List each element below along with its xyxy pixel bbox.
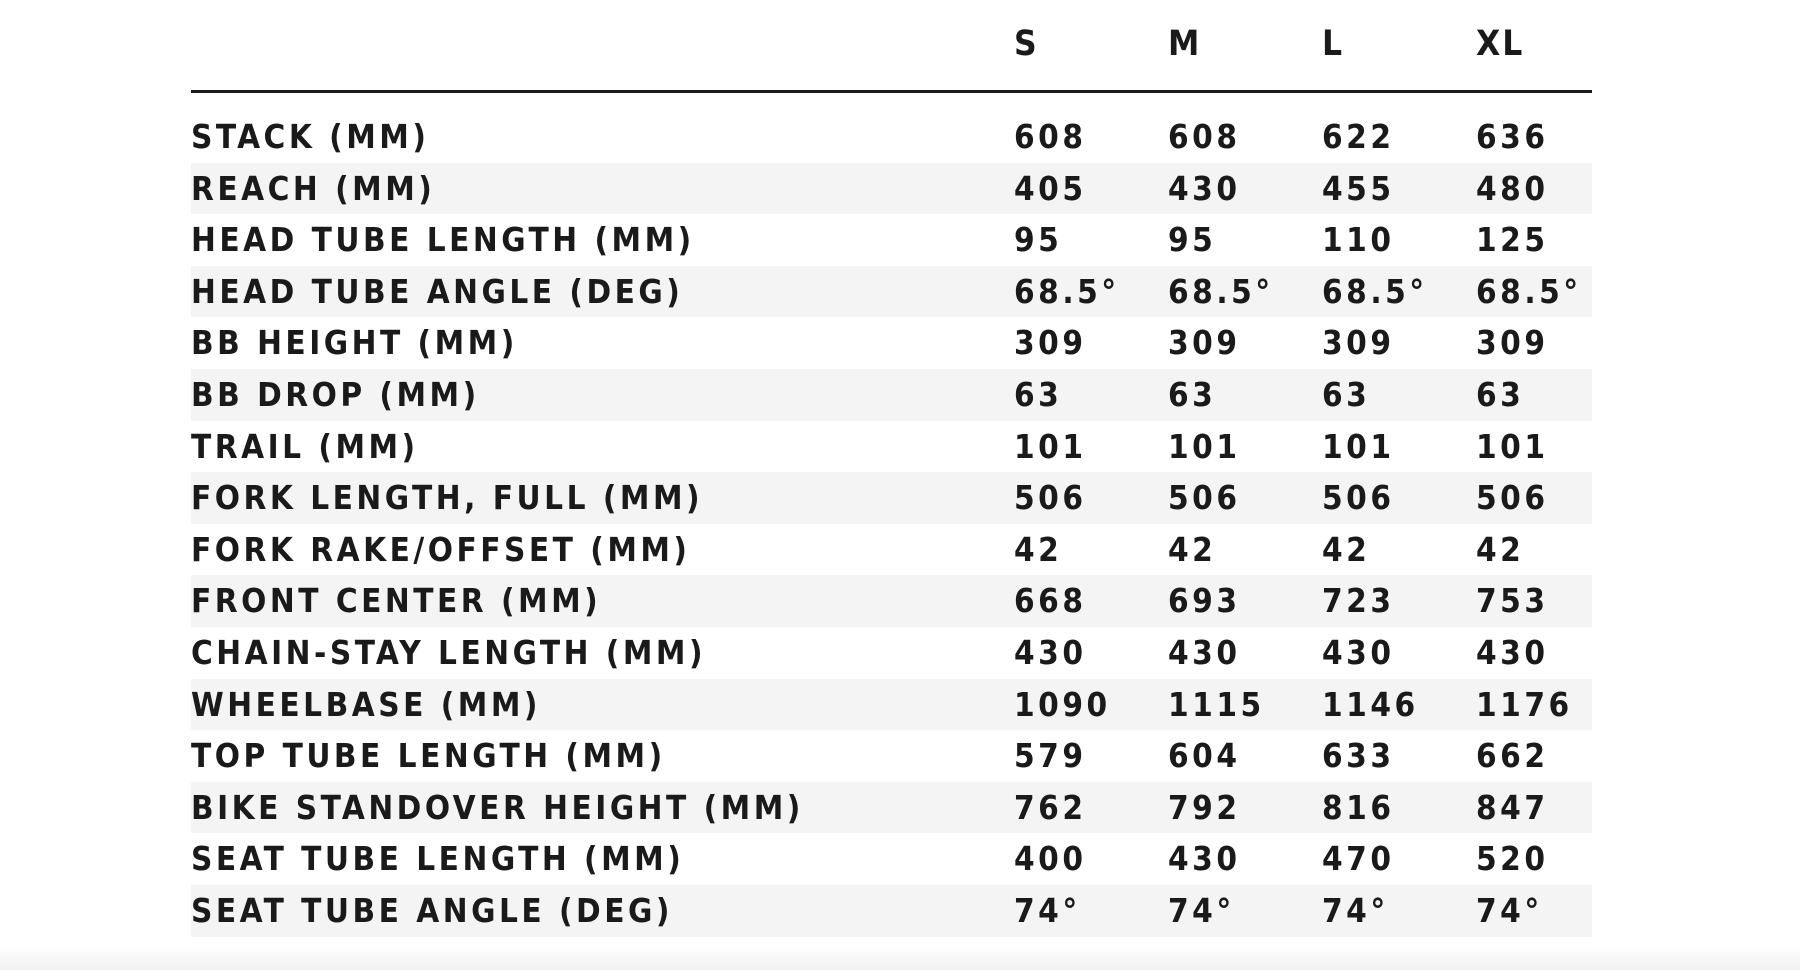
cell-s: 74° <box>1014 890 1081 930</box>
cell-l: 110 <box>1322 220 1395 260</box>
row-label: FORK LENGTH, FULL (MM) <box>191 478 704 518</box>
cell-m: 95 <box>1168 220 1217 260</box>
cell-m: 42 <box>1168 529 1217 569</box>
row-label: HEAD TUBE ANGLE (DEG) <box>191 271 684 311</box>
cell-s: 668 <box>1014 581 1087 621</box>
cell-s: 405 <box>1014 168 1087 208</box>
cell-xl: 520 <box>1476 839 1549 879</box>
cell-l: 101 <box>1322 426 1395 466</box>
cell-l: 622 <box>1322 117 1395 156</box>
cell-xl: 63 <box>1476 374 1525 414</box>
cell-s: 608 <box>1014 117 1087 156</box>
cell-s: 309 <box>1014 323 1087 363</box>
row-label: FRONT CENTER (MM) <box>191 581 602 621</box>
table-row <box>191 885 1592 937</box>
cell-s: 63 <box>1014 374 1063 414</box>
row-label: SEAT TUBE LENGTH (MM) <box>191 839 685 879</box>
cell-s: 506 <box>1014 478 1087 518</box>
geometry-table <box>191 0 1592 937</box>
table-row <box>191 679 1592 731</box>
row-label: TRAIL (MM) <box>191 426 419 466</box>
table-row <box>191 317 1592 369</box>
bottom-edge-shadow <box>0 946 1800 970</box>
table-row <box>191 627 1592 679</box>
table-row <box>191 575 1592 627</box>
cell-m: 506 <box>1168 478 1241 518</box>
row-label: FORK RAKE/OFFSET (MM) <box>191 529 691 569</box>
row-label: TOP TUBE LENGTH (MM) <box>191 736 666 776</box>
cell-l: 455 <box>1322 168 1395 208</box>
cell-xl: 1176 <box>1476 684 1573 724</box>
cell-l: 430 <box>1322 632 1395 672</box>
cell-s: 101 <box>1014 426 1087 466</box>
cell-m: 309 <box>1168 323 1241 363</box>
table-row <box>191 266 1592 318</box>
cell-xl: 753 <box>1476 581 1549 621</box>
cell-m: 430 <box>1168 839 1241 879</box>
cell-l: 470 <box>1322 839 1395 879</box>
table-row <box>191 730 1592 782</box>
table-row <box>191 833 1592 885</box>
table-header <box>191 0 1592 93</box>
cell-m: 63 <box>1168 374 1217 414</box>
row-label: WHEELBASE (MM) <box>191 684 541 724</box>
table-body <box>191 111 1592 937</box>
cell-l: 1146 <box>1322 684 1419 724</box>
cell-s: 762 <box>1014 787 1087 827</box>
table-row <box>191 421 1592 473</box>
table-row <box>191 472 1592 524</box>
table-row <box>191 369 1592 421</box>
table-row <box>191 524 1592 576</box>
cell-m: 693 <box>1168 581 1241 621</box>
cell-m: 792 <box>1168 787 1241 827</box>
cell-xl: 101 <box>1476 426 1549 466</box>
row-label: HEAD TUBE LENGTH (MM) <box>191 220 695 260</box>
cell-m: 1115 <box>1168 684 1265 724</box>
cell-m: 68.5° <box>1168 271 1274 311</box>
cell-m: 74° <box>1168 890 1235 930</box>
cell-xl: 506 <box>1476 478 1549 518</box>
cell-s: 68.5° <box>1014 271 1120 311</box>
column-header-s: S <box>1014 24 1039 64</box>
cell-s: 42 <box>1014 529 1063 569</box>
cell-s: 430 <box>1014 632 1087 672</box>
table-row <box>191 111 1592 163</box>
cell-l: 309 <box>1322 323 1395 363</box>
row-label: BIKE STANDOVER HEIGHT (MM) <box>191 787 804 827</box>
cell-s: 95 <box>1014 220 1063 260</box>
cell-l: 63 <box>1322 374 1371 414</box>
cell-l: 74° <box>1322 890 1389 930</box>
cell-l: 42 <box>1322 529 1371 569</box>
cell-xl: 847 <box>1476 787 1549 827</box>
cell-s: 400 <box>1014 839 1087 879</box>
row-label: BB DROP (MM) <box>191 374 480 414</box>
cell-m: 604 <box>1168 736 1241 776</box>
column-header-m: M <box>1168 24 1202 64</box>
cell-xl: 662 <box>1476 736 1549 776</box>
row-label: CHAIN-STAY LENGTH (MM) <box>191 632 707 672</box>
row-label: REACH (MM) <box>191 168 436 208</box>
cell-l: 506 <box>1322 478 1395 518</box>
cell-xl: 480 <box>1476 168 1549 208</box>
cell-m: 430 <box>1168 632 1241 672</box>
cell-xl: 430 <box>1476 632 1549 672</box>
cell-m: 430 <box>1168 168 1241 208</box>
cell-l: 723 <box>1322 581 1395 621</box>
cell-m: 101 <box>1168 426 1241 466</box>
cell-s: 1090 <box>1014 684 1111 724</box>
column-header-l: L <box>1322 24 1345 64</box>
cell-xl: 74° <box>1476 890 1543 930</box>
cell-xl: 309 <box>1476 323 1549 363</box>
cell-xl: 125 <box>1476 220 1549 260</box>
cell-l: 68.5° <box>1322 271 1428 311</box>
cell-m: 608 <box>1168 117 1241 156</box>
column-header-xl: XL <box>1476 24 1525 64</box>
row-label: STACK (MM) <box>191 117 430 156</box>
table-row <box>191 782 1592 834</box>
row-label: SEAT TUBE ANGLE (DEG) <box>191 890 673 930</box>
cell-xl: 636 <box>1476 117 1549 156</box>
cell-xl: 42 <box>1476 529 1525 569</box>
cell-s: 579 <box>1014 736 1087 776</box>
cell-xl: 68.5° <box>1476 271 1582 311</box>
cell-l: 633 <box>1322 736 1395 776</box>
cell-l: 816 <box>1322 787 1395 827</box>
row-label: BB HEIGHT (MM) <box>191 323 518 363</box>
table-row <box>191 163 1592 215</box>
table-row <box>191 214 1592 266</box>
